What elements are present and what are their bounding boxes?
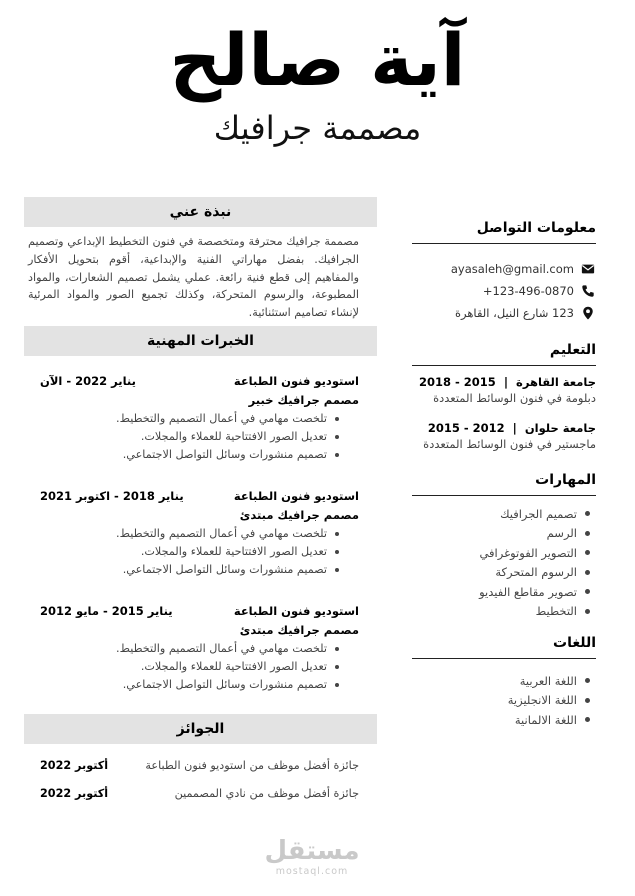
experience-item — [24, 372, 377, 464]
job-role: مصمم جرافيك خبير — [248, 392, 359, 407]
list-item: تصميم منشورات وسائل التواصل الاجتماعي. — [40, 676, 339, 694]
award-item — [24, 752, 377, 780]
list-item: تلخصت مهامي في أعمال التصميم والتخطيط. — [40, 525, 339, 543]
experience-item — [24, 602, 377, 694]
awards-list — [24, 752, 377, 808]
award-title: جائزة أفضل موظف من نادي المصممين — [174, 787, 359, 801]
list-item: تعديل الصور الافتتاحية للعملاء والمجلات. — [40, 543, 339, 561]
sidebar-column — [412, 214, 596, 730]
experience-heading: الخبرات المهنية — [24, 326, 377, 356]
contact-list — [412, 244, 596, 324]
watermark-latin: mostaql.com — [275, 866, 349, 877]
award-title: جائزة أفضل موظف من استوديو فنون الطباعة — [145, 759, 359, 773]
award-date: أكتوبر 2022 — [40, 787, 109, 801]
job-company: استوديو فنون الطباعة — [233, 488, 359, 503]
skills-heading: المهارات — [412, 466, 596, 496]
language-item: اللغة العربية — [412, 671, 596, 691]
education-degree: دبلومة في فنون الوسائط المتعددة — [433, 391, 596, 405]
job-dates: يناير 2015 - مايو 2012 — [40, 603, 173, 618]
languages-list — [412, 659, 596, 730]
education-heading: التعليم — [412, 336, 596, 366]
location-pin-icon — [580, 305, 596, 321]
award-item — [24, 780, 377, 808]
watermark-arabic: مستقل — [264, 836, 360, 866]
skill-item: الرسم — [412, 524, 596, 544]
list-item: تعديل الصور الافتتاحية للعملاء والمجلات. — [40, 658, 339, 676]
skill-item: الرسوم المتحركة — [412, 563, 596, 583]
job-dates: يناير 2018 - اكتوبر 2021 — [40, 488, 184, 503]
language-item: اللغة الالمانية — [412, 710, 596, 730]
education-school: جامعة القاهرة | 2015 - 2018 — [419, 375, 596, 389]
about-heading: نبذة عني — [24, 197, 377, 227]
list-item: تلخصت مهامي في أعمال التصميم والتخطيط. — [40, 640, 339, 658]
award-date: أكتوبر 2022 — [40, 759, 109, 773]
job-role: مصمم جرافيك مبتدئ — [239, 507, 359, 522]
contact-email-row — [412, 258, 596, 280]
list-item: تصميم منشورات وسائل التواصل الاجتماعي. — [40, 561, 339, 579]
contact-email: ayasaleh@gmail.com — [450, 262, 574, 276]
envelope-icon — [580, 261, 596, 277]
languages-heading: اللغات — [412, 629, 596, 659]
awards-heading: الجوائز — [24, 714, 377, 744]
skill-item: تصميم الجرافيك — [412, 504, 596, 524]
skills-list — [412, 496, 596, 621]
education-degree: ماجستير في فنون الوسائط المتعددة — [423, 437, 596, 451]
watermark-logo — [262, 836, 362, 877]
skill-item: التخطيط — [412, 602, 596, 622]
phone-icon — [580, 283, 596, 299]
contact-phone: +123-496-0870 — [482, 284, 574, 298]
contact-phone-row — [412, 280, 596, 302]
list-item: تعديل الصور الافتتاحية للعملاء والمجلات. — [40, 428, 339, 446]
contact-heading: معلومات التواصل — [412, 214, 596, 244]
education-school: جامعة حلوان | 2012 - 2015 — [427, 421, 596, 435]
job-role: مصمم جرافيك مبتدئ — [239, 622, 359, 637]
skill-item: التصوير الفوتوغرافي — [412, 543, 596, 563]
list-item: تلخصت مهامي في أعمال التصميم والتخطيط. — [40, 410, 339, 428]
job-duties — [40, 410, 359, 464]
education-item — [412, 374, 596, 406]
contact-address: 123 شارع النيل، القاهرة — [455, 306, 574, 320]
contact-address-row — [412, 302, 596, 324]
education-item — [412, 420, 596, 452]
resume-job-title: مصممة جرافيك — [213, 109, 422, 147]
resume-name: آية صالح — [169, 18, 466, 102]
job-duties — [40, 525, 359, 579]
job-company: استوديو فنون الطباعة — [233, 373, 359, 388]
job-company: استوديو فنون الطباعة — [233, 603, 359, 618]
about-text: مصممة جرافيك محترفة ومتخصصة في فنون التخطيط الإبداعي وتصميم الجرافيك. بفضل مهاراتي الفنية والإبداعية، أقوم بتحويل الأفكار والمفاهيم إلى قطع فنية رائعة. عملي يشمل تصميم الشعارات، والمواد المطبوعة، والرسوم المتحركة، وكذلك تجميع الصور والمواد المرئية لإنشاء تصاميم استثنائية. — [28, 235, 359, 320]
job-dates: يناير 2022 - الآن — [40, 373, 136, 388]
skill-item: تصوير مقاطع الفيديو — [412, 582, 596, 602]
job-duties — [40, 640, 359, 694]
language-item: اللغة الانجليزية — [412, 691, 596, 711]
list-item: تصميم منشورات وسائل التواصل الاجتماعي. — [40, 446, 339, 464]
experience-item — [24, 487, 377, 579]
main-column — [24, 197, 377, 808]
